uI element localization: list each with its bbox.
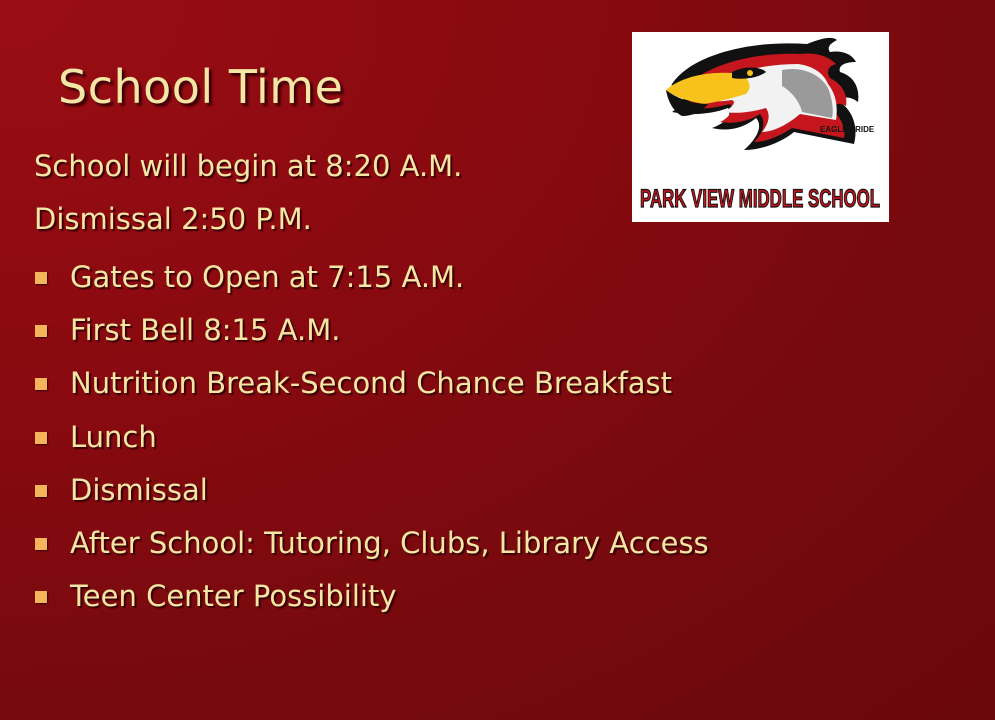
bullet-square-icon — [35, 591, 47, 603]
list-item — [35, 303, 995, 356]
list-item-text: First Bell 8:15 A.M. — [70, 312, 341, 347]
list-item-text: Dismissal — [70, 472, 208, 507]
list-item — [35, 357, 995, 410]
dismissal-time-line: Dismissal 2:50 P.M. — [34, 202, 312, 236]
bullet-square-icon — [35, 485, 47, 497]
bullet-square-icon — [35, 432, 47, 444]
list-item — [35, 570, 995, 623]
list-item — [35, 516, 995, 569]
bullet-square-icon — [35, 325, 47, 337]
list-item — [35, 250, 995, 303]
logo-motto: EAGLE PRIDE — [820, 125, 875, 134]
start-time-line: School will begin at 8:20 A.M. — [34, 149, 463, 183]
list-item-text: Nutrition Break-Second Chance Breakfast — [70, 366, 673, 401]
list-item-text: Lunch — [70, 419, 157, 454]
list-item-text: Gates to Open at 7:15 A.M. — [70, 259, 465, 294]
eagle-head-icon — [632, 32, 889, 222]
bullet-square-icon — [35, 538, 47, 550]
bullet-square-icon — [35, 378, 47, 390]
bullet-list — [35, 250, 995, 623]
bullet-square-icon — [35, 272, 47, 284]
school-logo — [632, 32, 889, 222]
list-item-text: After School: Tutoring, Clubs, Library Access — [70, 526, 709, 561]
logo-school-name: PARK VIEW MIDDLE SCHOOL — [640, 185, 880, 213]
slide-title: School Time — [58, 60, 344, 114]
list-item — [35, 410, 995, 463]
list-item — [35, 463, 995, 516]
list-item-text: Teen Center Possibility — [70, 579, 397, 614]
intro-lines — [34, 146, 462, 252]
